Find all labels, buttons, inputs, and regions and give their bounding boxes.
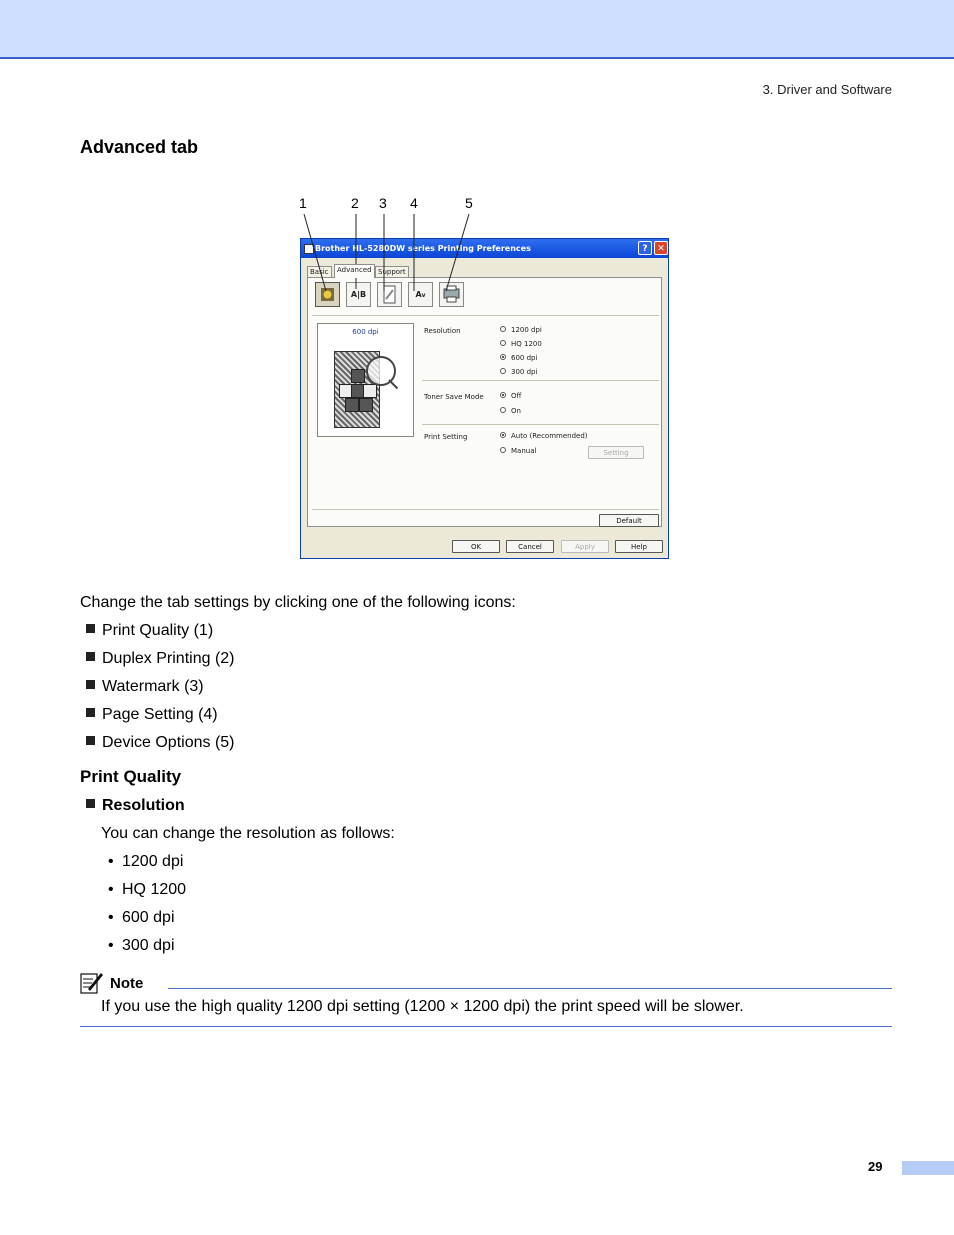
- radio-600-dpi[interactable]: 600 dpi: [500, 354, 537, 362]
- chapter-label: 3. Driver and Software: [762, 82, 892, 97]
- note-rule-top: [168, 988, 892, 989]
- note-rule-bottom: [80, 1026, 892, 1027]
- tab-support[interactable]: Support: [375, 266, 409, 278]
- square-bullet-icon: [86, 799, 95, 808]
- intro-text: Change the tab settings by clicking one of the following icons:: [80, 594, 516, 611]
- apply-button[interactable]: Apply: [561, 540, 609, 553]
- callout-1: 1: [299, 195, 307, 211]
- resolution-label: Resolution: [424, 327, 461, 335]
- note-text: If you use the high quality 1200 dpi setting (1200 × 1200 dpi) the print speed will be slower.: [101, 998, 744, 1015]
- radio-300-dpi[interactable]: 300 dpi: [500, 368, 537, 376]
- radio-hq-1200[interactable]: HQ 1200: [500, 340, 542, 348]
- resolution-text: You can change the resolution as follows:: [101, 825, 395, 842]
- section-title: Advanced tab: [80, 137, 199, 157]
- duplex-printing-icon[interactable]: A|B: [346, 282, 371, 307]
- square-bullet-icon: [86, 736, 95, 745]
- callout-4: 4: [410, 195, 418, 211]
- square-bullet-icon: [86, 624, 95, 633]
- list-item: • HQ 1200: [108, 881, 187, 898]
- radio-manual[interactable]: Manual: [500, 447, 536, 455]
- list-item: Device Options (5): [86, 734, 235, 752]
- callout-leader-lines: [0, 0, 954, 600]
- tab-advanced[interactable]: Advanced: [334, 264, 375, 278]
- square-bullet-icon: [86, 680, 95, 689]
- default-button[interactable]: Default: [599, 514, 659, 527]
- cancel-button[interactable]: Cancel: [506, 540, 554, 553]
- setting-button[interactable]: Setting: [588, 446, 644, 459]
- note-label: Note: [110, 975, 144, 992]
- page-number-band: [902, 1161, 954, 1175]
- radio-toner-off[interactable]: Off: [500, 392, 521, 400]
- print-setting-label: Print Setting: [424, 433, 468, 441]
- list-item: • 300 dpi: [108, 937, 175, 954]
- list-item: Page Setting (4): [86, 706, 218, 724]
- radio-1200-dpi[interactable]: 1200 dpi: [500, 326, 542, 334]
- radio-auto-recommended[interactable]: Auto (Recommended): [500, 432, 588, 440]
- resolution-heading: Resolution: [86, 797, 185, 815]
- leader-line-1: [304, 214, 326, 291]
- list-item: • 600 dpi: [108, 909, 175, 926]
- print-quality-heading: Print Quality: [80, 767, 182, 786]
- callout-5: 5: [465, 195, 473, 211]
- list-item: • 1200 dpi: [108, 853, 184, 870]
- preview-dpi-label: 600 dpi: [352, 328, 379, 336]
- page-setting-icon[interactable]: Av: [408, 282, 433, 307]
- square-bullet-icon: [86, 652, 95, 661]
- square-bullet-icon: [86, 708, 95, 717]
- callout-2: 2: [351, 195, 359, 211]
- help-title-button[interactable]: ?: [638, 241, 652, 255]
- dialog-title: Brother HL-5280DW series Printing Preferences: [315, 244, 531, 253]
- tab-basic[interactable]: Basic: [307, 266, 332, 278]
- note-pencil-icon: [80, 970, 104, 994]
- ok-button[interactable]: OK: [452, 540, 500, 553]
- page-number: 29: [868, 1159, 883, 1174]
- callout-3: 3: [379, 195, 387, 211]
- toner-save-label: Toner Save Mode: [424, 393, 484, 401]
- list-item: Watermark (3): [86, 678, 204, 696]
- leader-line-5: [446, 214, 469, 291]
- help-button[interactable]: Help: [615, 540, 663, 553]
- list-item: Duplex Printing (2): [86, 650, 235, 668]
- radio-toner-on[interactable]: On: [500, 407, 521, 415]
- list-item: Print Quality (1): [86, 622, 213, 640]
- close-button[interactable]: ✕: [654, 241, 668, 255]
